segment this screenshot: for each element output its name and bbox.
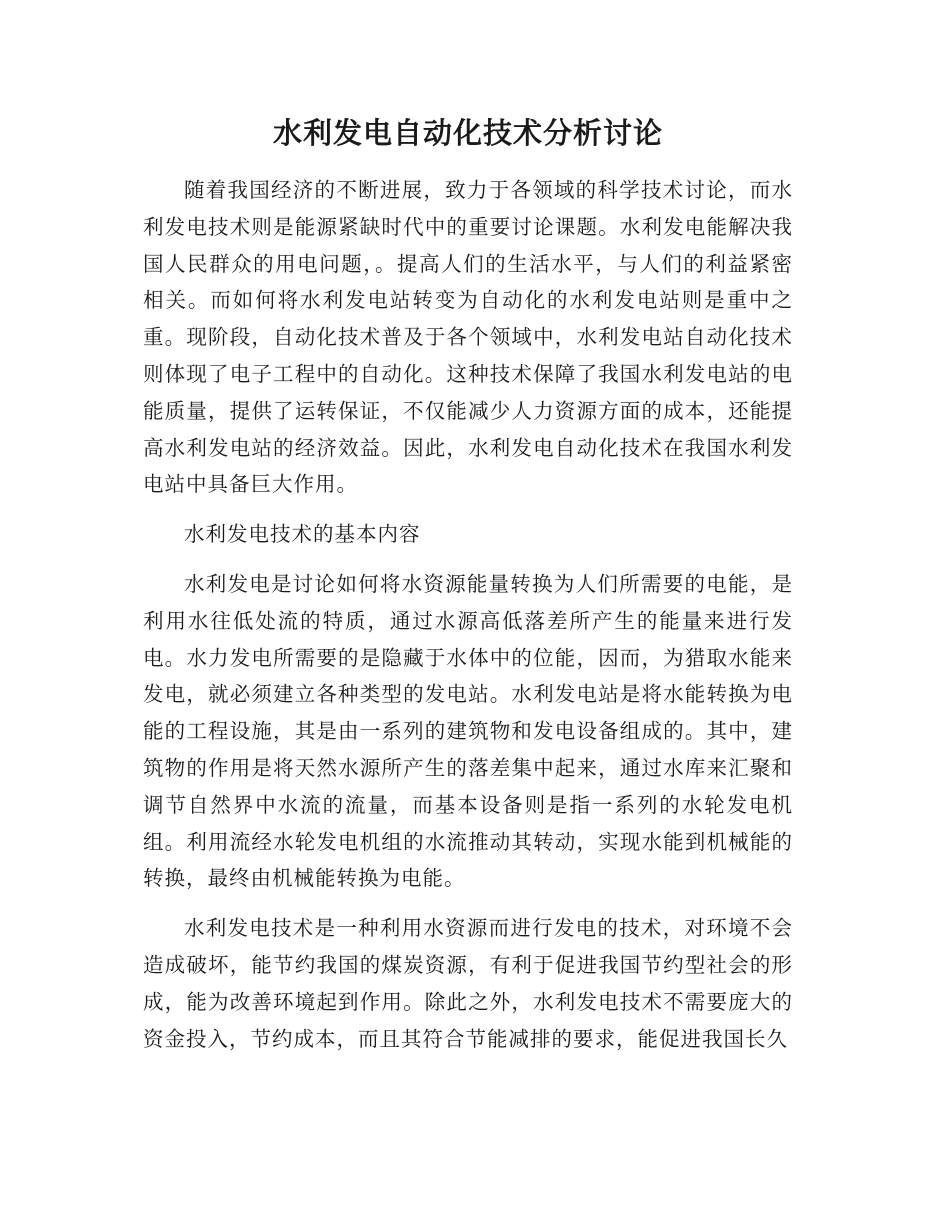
document-page [143,108,793,1057]
section-paragraph-1: 水利发电是讨论如何将水资源能量转换为人们所需要的电能，是利用水往低处流的特质，通过水源高低落差所产生的能量来进行发电。水力发电所需要的是隐藏于水体中的位能，因而，为猎取水能来发电，就必须建立各种类型的发电站。水利发电站是将水能转换为电能的工程设施，其是由一系列的建筑物和发电设备组成的。其中，建筑物的作用是将天然水源所产生的落差集中起来，通过水库来汇聚和调节自然界中水流的流量，而基本设备则是指一系列的水轮发电机组。利用流经水轮发电机组的水流推动其转动，实现水能到机械能的转换，最终由机械能转换为电能。 [143,571,793,891]
intro-paragraph: 随着我国经济的不断进展，致力于各领域的科学技术讨论，而水利发电技术则是能源紧缺时代中的重要讨论课题。水利发电能解决我国人民群众的用电问题，。提高人们的生活水平，与人们的利益紧密相关。而如何将水利发电站转变为自动化的水利发电站则是重中之重。现阶段，自动化技术普及于各个领域中，水利发电站自动化技术则体现了电子工程中的自动化。这种技术保障了我国水利发电站的电能质量，提供了运转保证，不仅能减少人力资源方面的成本，还能提高水利发电站的经济效益。因此，水利发电自动化技术在我国水利发电站中具备巨大作用。 [143,178,793,497]
section-heading: 水利发电技术的基本内容 [184,522,421,547]
document-title: 水利发电自动化技术分析讨论 [272,116,663,150]
section-paragraph-2: 水利发电技术是一种利用水资源而进行发电的技术，对环境不会造成破坏，能节约我国的煤炭资源，有利于促进我国节约型社会的形成，能为改善环境起到作用。除此之外，水利发电技术不需要庞大的资金投入，节约成本，而且其符合节能减排的要求，能促进我国长久 [143,916,793,1051]
